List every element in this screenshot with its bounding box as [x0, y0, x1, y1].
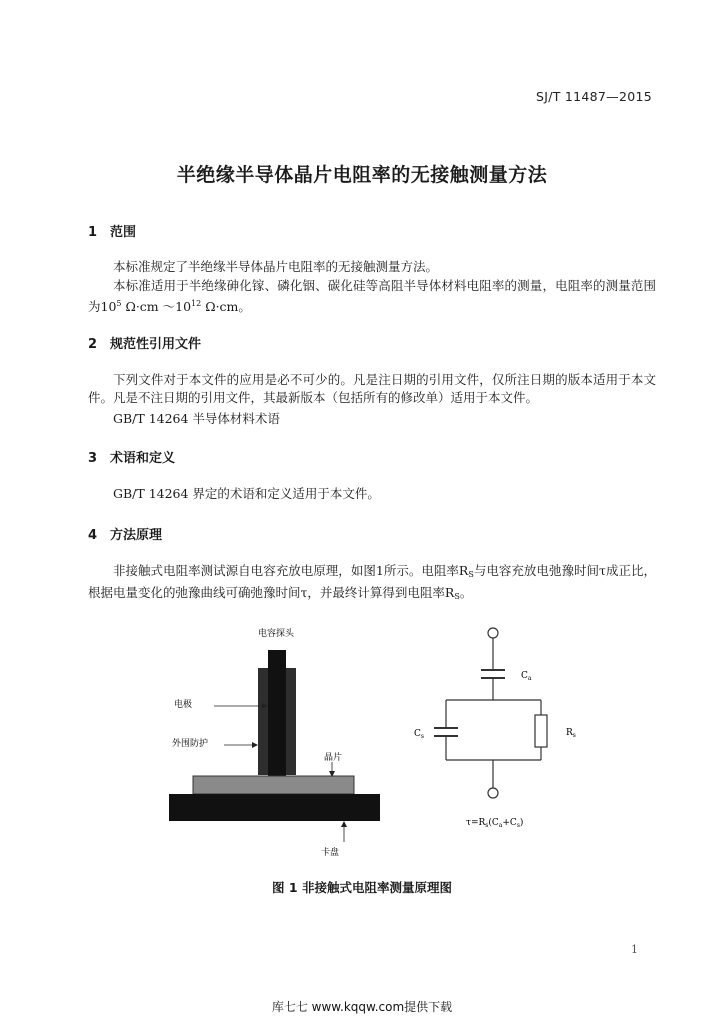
arrowhead — [252, 742, 258, 748]
page-number: 1 — [631, 943, 638, 956]
subscript: a — [498, 822, 503, 829]
resistor-rs — [535, 715, 547, 747]
superscript: 12 — [191, 298, 202, 308]
chuck-label: 卡盘 — [321, 848, 340, 858]
cs-label — [414, 729, 424, 740]
section-4-para-1 — [88, 562, 656, 605]
symbol: R — [566, 728, 573, 738]
section-2-heading — [88, 333, 201, 352]
section-title: 范围 — [110, 225, 137, 240]
text-run: 本标准适用于半绝缘砷化镓、磷化铟、碳化硅等高阻半导体材料电阻率的测量，电阻率的测量范围为10 — [88, 278, 656, 314]
standard-code: SJ/T 11487—2015 — [535, 89, 652, 104]
text-run: 非接触式电阻率测试源自电容充放电原理，如图1所示。电阻率R — [113, 563, 469, 578]
subscript: a — [527, 675, 532, 682]
time-constant-formula — [466, 817, 523, 829]
text-run: 与电容充放电弛豫时间τ成正比，根据电量变化的弛豫曲线可确弛豫时间τ，并最终计算得到电阻率R — [88, 563, 656, 600]
section-3-para-1: GB/T 14264 界定的术语和定义适用于本文件。 — [113, 486, 380, 501]
section-number: 1 — [88, 225, 98, 240]
rs-label — [566, 728, 576, 739]
section-2-para-2: GB/T 14264 半导体材料术语 — [113, 411, 280, 426]
superscript: 5 — [116, 298, 122, 308]
section-number: 3 — [88, 451, 98, 466]
section-1-heading — [88, 221, 136, 240]
subscript: s — [516, 822, 520, 829]
bottom-terminal — [488, 788, 498, 798]
circuit-labels — [414, 671, 576, 829]
section-number: 4 — [88, 528, 98, 543]
section-1-para-1: 本标准规定了半绝缘半导体晶片电阻率的无接触测量方法。 — [113, 259, 439, 274]
subscript: s — [485, 822, 489, 829]
subscript: s — [572, 732, 576, 739]
section-3-heading — [88, 447, 175, 466]
top-terminal — [488, 628, 498, 638]
probe-labels — [172, 627, 342, 858]
guard-label: 外围防护 — [172, 739, 209, 749]
chuck — [169, 794, 380, 821]
section-4-heading — [88, 524, 162, 543]
symbol: C — [521, 671, 528, 681]
formula-part: (C — [488, 818, 499, 828]
document-title: 半绝缘半导体晶片电阻率的无接触测量方法 — [176, 164, 548, 186]
download-footer: 库七七 www.kqqw.com提供下载 — [271, 1000, 453, 1014]
section-title: 规范性引用文件 — [110, 337, 202, 352]
wafer-label: 晶片 — [324, 753, 343, 763]
arrowhead — [341, 821, 347, 827]
text-run: 。 — [459, 584, 473, 600]
electrode-label: 电极 — [174, 700, 193, 710]
section-number: 2 — [88, 337, 98, 352]
wafer — [193, 776, 354, 794]
figure-caption: 图 1 非接触式电阻率测量原理图 — [272, 880, 452, 895]
subscript: s — [420, 733, 424, 740]
subscript: S — [468, 570, 474, 579]
text-run: Ω·cm。 — [201, 298, 251, 314]
formula-part: +C — [502, 818, 517, 828]
symbol: C — [414, 729, 421, 739]
section-1-para-2 — [88, 277, 656, 315]
electrode — [268, 650, 286, 776]
figure-1 — [0, 615, 724, 875]
subscript: S — [454, 591, 460, 601]
section-title: 术语和定义 — [110, 451, 176, 466]
section-title: 方法原理 — [110, 528, 163, 543]
text-run: Ω·cm ～10 — [121, 298, 192, 314]
equivalent-circuit — [434, 628, 547, 798]
section-2-para-1: 下列文件对于本文件的应用是必不可少的。凡是注日期的引用文件，仅所注日期的版本适用于本文件。凡是不注日期的引用文件，其最新版本（包括所有的修改单）适用于本文件。 — [88, 372, 656, 405]
ca-label — [521, 671, 532, 682]
formula-part: ) — [519, 818, 524, 828]
formula-part: τ=R — [466, 818, 486, 828]
probe-label: 电容探头 — [258, 629, 295, 639]
